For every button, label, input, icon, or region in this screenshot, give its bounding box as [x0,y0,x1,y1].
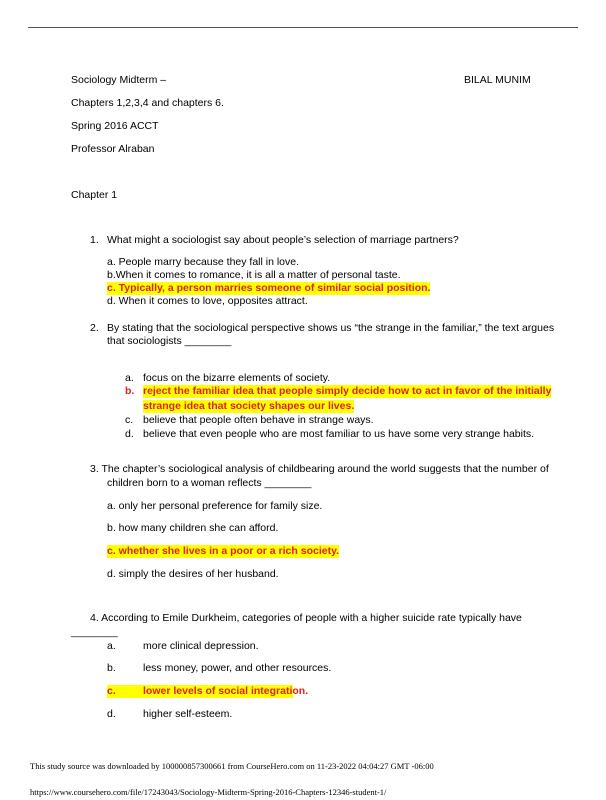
q3-text-line2: children born to a woman reflects ________ [107,477,312,489]
student-name: BILAL MUNIM [464,74,531,86]
q4-letter-a: a. [107,640,116,652]
q4-blank: ________ [71,626,118,638]
professor-line: Professor Alraban [71,143,155,155]
q2-letter-c: c. [125,414,134,426]
q4-option-c-answer: lower levels of social integration. [143,685,309,697]
q1-option-d: d. When it comes to love, opposites attract. [107,295,308,307]
q4-letter-b: b. [107,662,116,674]
section-heading: Chapter 1 [71,189,118,201]
q2-option-b-answer-line1: reject the familiar idea that people simply decide how to act in favor of the initially [143,385,552,397]
source-url[interactable]: https://www.coursehero.com/file/17243043/Sociology-Midterm-Spring-2016-Chapters-12346-student-1/ [30,787,387,797]
q3-text-line1: 3. The chapter’s sociological analysis of childbearing around the world suggests that the number of [90,463,549,475]
q2-option-d: believe that even people who are most familiar to us have some very strange habits. [143,428,535,440]
q4-option-d: higher self-esteem. [143,708,233,720]
term-line: Spring 2016 ACCT [71,120,159,132]
q4-letter-c: c. [107,685,116,697]
q3-option-c-answer: c. whether she lives in a poor or a rich society. [107,545,340,557]
q2-option-c: believe that people often behave in strange ways. [143,414,374,426]
top-rule [28,27,578,28]
q1-option-a: a. People marry because they fall in love. [107,256,300,268]
q3-option-d: d. simply the desires of her husband. [107,568,279,580]
download-note: This study source was downloaded by 100000857300661 from CourseHero.com on 11-23-2022 04:04:27 GMT -06:00 [30,761,434,771]
q4-letter-d: d. [107,708,116,720]
q4-text-line1: 4. According to Emile Durkheim, categories of people with a higher suicide rate typically have [90,612,522,624]
q3-option-b: b. how many children she can afford. [107,522,279,534]
q1-number: 1. [90,234,99,246]
q2-text-line2: that sociologists ________ [107,335,232,347]
q3-option-a: a. only her personal preference for family size. [107,500,323,512]
q1-option-c-answer: c. Typically, a person marries someone of similar social position. [107,282,431,294]
q2-letter-b: b. [125,385,135,397]
q4-option-a: more clinical depression. [143,640,259,652]
q2-number: 2. [90,322,99,334]
q1-text: What might a sociologist say about people’s selection of marriage partners? [107,234,459,246]
q2-letter-a: a. [125,372,134,384]
q2-option-a: focus on the bizarre elements of society. [143,372,331,384]
chapters-line: Chapters 1,2,3,4 and chapters 6. [71,97,224,109]
q2-text-line1: By stating that the sociological perspective shows us “the strange in the familiar,” the text argues [107,322,555,334]
q2-option-b-answer-line2: strange idea that society shapes our lives. [143,400,355,412]
doc-title: Sociology Midterm – [71,74,167,86]
q4-option-b: less money, power, and other resources. [143,662,332,674]
q4-option-c-answer-row [107,685,309,698]
q2-letter-d: d. [125,428,134,440]
q1-option-b: b.When it comes to romance, it is all a matter of personal taste. [107,269,401,281]
